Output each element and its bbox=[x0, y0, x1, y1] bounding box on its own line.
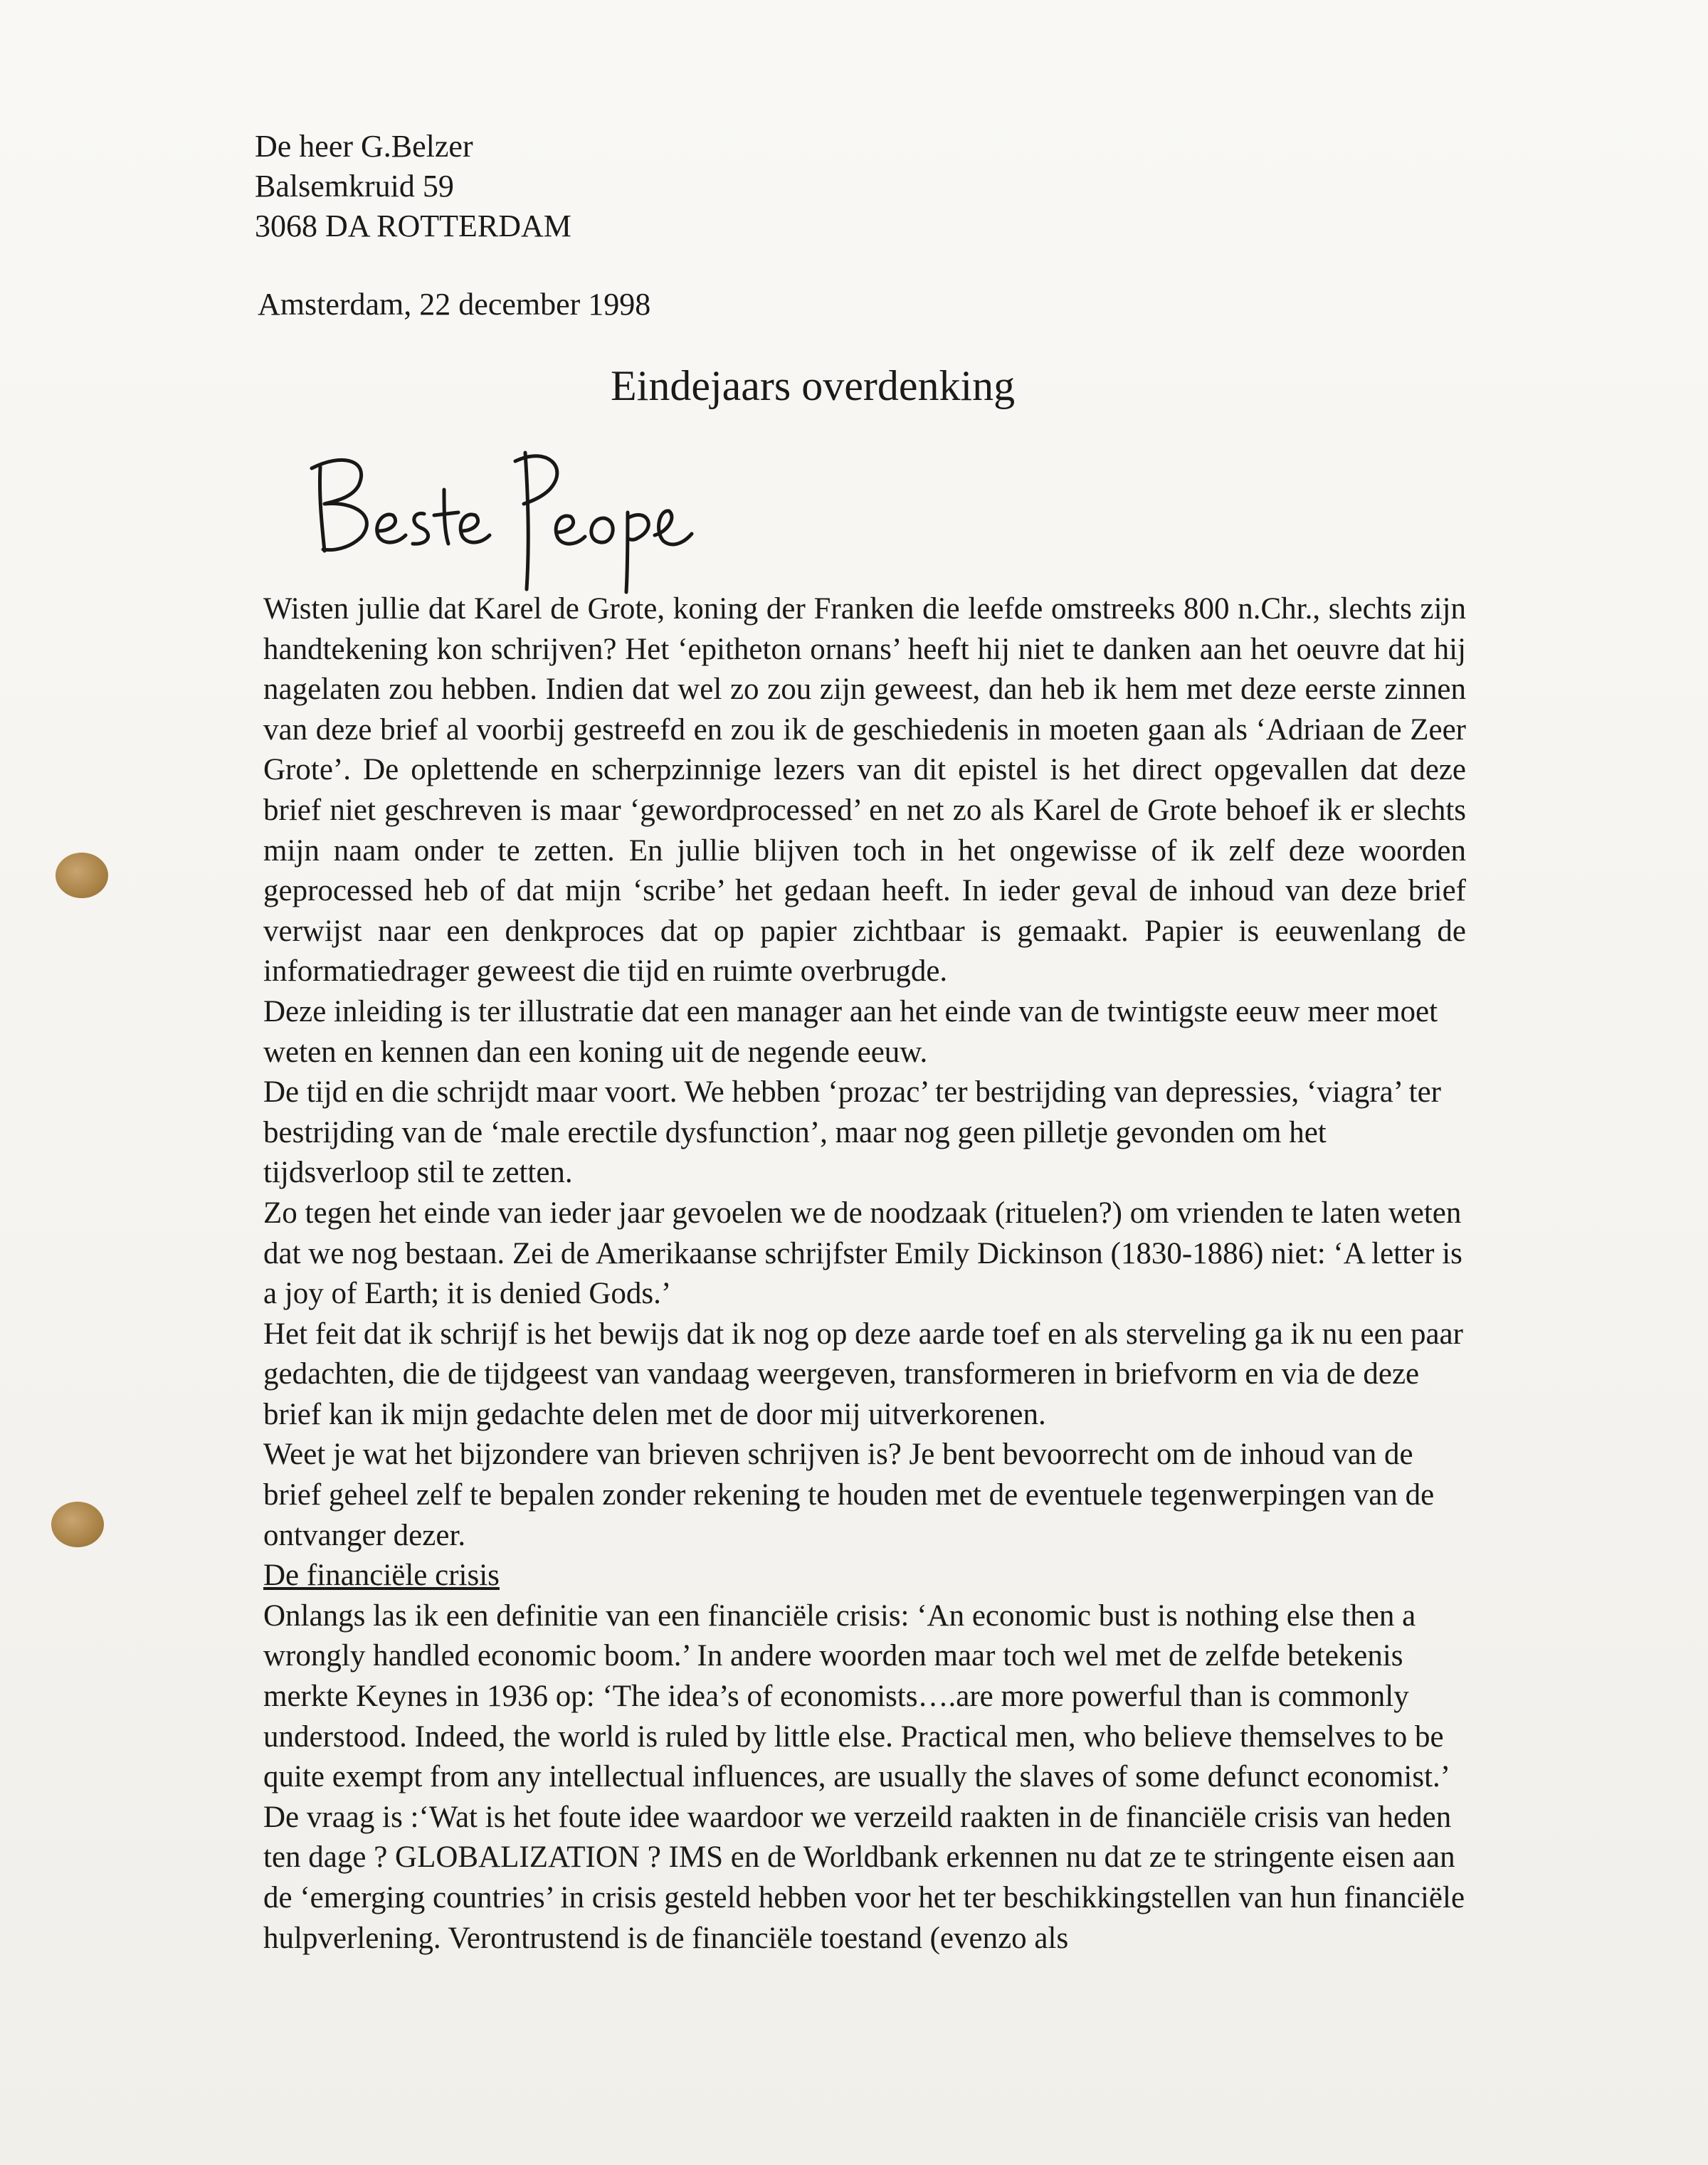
paragraph-5: Het feit dat ik schrijf is het bewijs dat ik nog op deze aarde toef en als sterveling ga ik nu een paar gedachten, die de tijdgeest van vandaag weergeven, transformeren in briefvorm en via de deze brief kan ik mijn gedachte delen met de door mij uitverkorenen. bbox=[263, 1317, 1463, 1431]
letter-title: Eindejaars overdenking bbox=[611, 362, 1016, 409]
paragraph-financial-crisis: Onlangs las ik een definitie van een financiële crisis: ‘An economic bust is nothing else then a wrongly handled economic boom.’ In andere woorden maar toch wel met de zelfde betekenis merkte Keynes in 1936 op: ‘The idea’s of economists….are more powerful than is commonly understood. Indeed, the world is ruled by little else. Practical men, who believe themselves to be quite exempt from any intellectual influences, are usually the slaves of some defunct economist.’ De vraag is :‘Wat is het foute idee waardoor we verzeild raakten in de financiële crisis van heden ten dage ? GLOBALIZATION ? IMS en de Worldbank erkennen nu dat ze te stringente eisen aan de ‘emerging countries’ in crisis gesteld hebben voor het ter beschikkingstellen van hun financiële hulpverlening. Verontrustend is de financiële toestand (evenzo als bbox=[263, 1598, 1465, 1955]
paragraph-6: Weet je wat het bijzondere van brieven schrijven is? Je bent bevoorrecht om de inhoud van de brief geheel zelf te bepalen zonder rekening te houden met de eventuele tegenwerpingen van de ontvanger dezer. bbox=[263, 1438, 1435, 1552]
handwriting-drawing bbox=[299, 424, 697, 595]
paragraph-4: Zo tegen het einde van ieder jaar gevoelen we de noodzaak (rituelen?) om vrienden te laten weten dat we nog bestaan. Zei de Amerikaanse schrijfster Emily Dickinson (1830-1886) niet: ‘A letter is a joy of Earth; it is denied Gods.’ bbox=[263, 1196, 1462, 1311]
recipient-name: De heer G.Belzer bbox=[255, 129, 473, 164]
paragraph-intro: Wisten jullie dat Karel de Grote, koning der Franken die leefde omstreeks 800 n.Chr., slechts zijn handtekening kon schrijven? Het ‘epitheton ornans’ heeft hij niet te danken aan het oeuvre dat hij nagelaten zou hebben. Indien dat wel zo zou zijn geweest, dan heb ik hem met deze eerste zinnen van deze brief al voorbij gestreefd en zou ik de geschiedenis in moeten gaan als ‘Adriaan de Zeer Grote’. De oplettende en scherpzinnige lezers van dit epistel is het direct opgevallen dat deze brief niet geschreven is maar ‘gewordprocessed’ en net zo als Karel de Grote behoef ik er slechts mijn naam onder te zetten. En jullie blijven toch in het ongewisse of ik zelf deze woorden geprocessed heb of dat mijn ‘scribe’ het gedaan heeft. In ieder geval de inhoud van deze brief verwijst naar een denkproces dat op papier zichtbaar is gemaakt. Papier is eeuwenlang de informatiedrager geweest die tijd en ruimte overbrugde. bbox=[263, 592, 1466, 989]
recipient-city: 3068 DA ROTTERDAM bbox=[255, 209, 571, 243]
recipient-address bbox=[255, 127, 571, 246]
letter-date: Amsterdam, 22 december 1998 bbox=[258, 287, 651, 322]
paragraph-3: De tijd en die schrijdt maar voort. We hebben ‘prozac’ ter bestrijding van depressies, ‘viagra’ ter bestrijding van de ‘male erectile dysfunction’, maar nog geen pilletje gevonden om het tijdsverloop stil te zetten. bbox=[263, 1075, 1441, 1190]
section-heading-financial-crisis: De financiële crisis bbox=[263, 1559, 500, 1593]
handwritten-salutation bbox=[299, 424, 697, 595]
recipient-street: Balsemkruid 59 bbox=[255, 169, 454, 204]
punch-hole-bottom bbox=[51, 1502, 104, 1547]
paragraph-2: Deze inleiding is ter illustratie dat een manager aan het einde van de twintigste eeuw meer moet weten en kennen dan een koning uit de negende eeuw. bbox=[263, 994, 1438, 1069]
punch-hole-top bbox=[56, 853, 108, 898]
letter-body bbox=[263, 589, 1466, 1959]
